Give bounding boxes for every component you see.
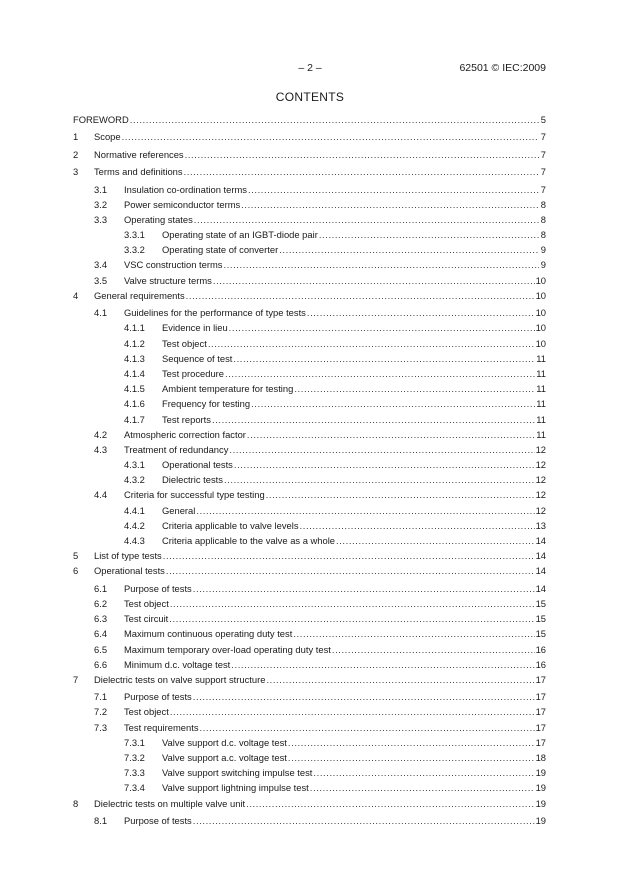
toc-entry-page: 11 [536, 367, 546, 379]
dot-leader [293, 626, 534, 641]
toc-entry[interactable] [73, 164, 546, 179]
toc-entry[interactable] [73, 813, 546, 828]
toc-entry-title: Test reports [162, 413, 211, 425]
toc-entry[interactable] [73, 581, 546, 596]
toc-entry-page: 11 [536, 383, 546, 395]
dot-leader [300, 518, 535, 533]
toc-entry-title: General requirements [94, 289, 185, 301]
toc-entry-page: 9 [540, 244, 546, 256]
toc-entry-page: 19 [535, 767, 546, 779]
toc-entry-title: Operating state of converter [162, 244, 279, 256]
toc-entry-number: 5 [73, 550, 79, 562]
toc-entry-page: 12 [535, 489, 546, 501]
toc-entry-title: Maximum continuous operating duty test [124, 628, 293, 640]
dot-leader [294, 381, 535, 396]
toc-entry-title: Treatment of redundancy [124, 443, 229, 455]
toc-entry-page: 18 [535, 752, 546, 763]
toc-entry[interactable] [73, 487, 546, 502]
toc-entry[interactable] [73, 366, 546, 381]
toc-entry-title: Operational tests [162, 459, 233, 471]
toc-entry-title: Power semiconductor terms [124, 198, 241, 210]
toc-entry-page: 10 [535, 289, 546, 301]
toc-entry-title: Valve support lightning impulse test [162, 782, 309, 794]
toc-entry[interactable] [73, 427, 546, 442]
toc-entry-title: Atmospheric correction factor [124, 428, 246, 440]
toc-entry-page: 19 [535, 797, 546, 809]
toc-entry-page: 7 [540, 131, 546, 143]
toc-entry-page: 17 [535, 736, 546, 748]
toc-entry[interactable] [73, 320, 546, 335]
toc-entry-page: 12 [535, 459, 546, 471]
toc-entry-number: 4.1.1 [124, 322, 145, 334]
toc-entry[interactable] [73, 273, 546, 288]
toc-entry[interactable] [73, 257, 546, 272]
toc-entry-number: 4.2 [94, 428, 108, 440]
dot-leader [247, 427, 535, 442]
toc-entry-title: Guidelines for the performance of type tests [124, 307, 306, 319]
toc-entry-page: 14 [535, 535, 546, 546]
toc-entry[interactable] [73, 197, 546, 212]
dot-leader [251, 396, 535, 411]
dot-leader [122, 129, 539, 144]
toc-entry[interactable] [73, 596, 546, 611]
dot-leader [184, 164, 539, 179]
toc-entry-page: 7 [540, 183, 546, 195]
toc-entry-number: 4.1.4 [124, 367, 145, 379]
toc-entry[interactable] [73, 129, 546, 144]
toc-entry-title: Operational tests [94, 565, 165, 577]
toc-entry-title: Test object [124, 597, 169, 609]
dot-leader [310, 780, 535, 795]
toc-entry-title: Purpose of tests [124, 814, 192, 826]
toc-entry-page: 11 [536, 428, 546, 440]
toc-entry-title: Test circuit [124, 613, 169, 625]
toc-entry[interactable] [73, 518, 546, 533]
toc-entry[interactable] [73, 626, 546, 641]
dot-leader [186, 288, 535, 303]
toc-entry-title: Terms and definitions [94, 166, 183, 178]
dot-leader [229, 320, 535, 335]
dot-leader [246, 796, 534, 811]
toc-entry-number: 6.5 [94, 643, 108, 655]
toc-entry-title: Valve support switching impulse test [162, 767, 313, 779]
toc-entry-title: Test procedure [162, 367, 225, 379]
toc-entry-page: 12 [535, 474, 546, 486]
toc-entry-title: Test object [162, 337, 207, 349]
toc-entry-title: Scope [94, 131, 121, 143]
toc-entry-page: 19 [535, 782, 546, 794]
toc-entry-number: 8.1 [94, 814, 108, 826]
toc-entry-page: 14 [535, 550, 546, 562]
toc-entry-page: 17 [535, 721, 546, 733]
toc-entry[interactable] [73, 611, 546, 626]
toc-entry-page: 10 [535, 274, 546, 286]
page-number: – 2 – [298, 62, 322, 74]
toc-entry[interactable] [73, 351, 546, 366]
toc-entry[interactable] [73, 548, 546, 563]
toc-entry[interactable] [73, 563, 546, 578]
toc-entry[interactable] [73, 472, 546, 487]
toc-entry-number: 7.1 [94, 691, 108, 703]
toc-entry[interactable] [73, 796, 546, 811]
toc-entry-title: Ambient temperature for testing [162, 383, 294, 395]
toc-entry-number: 7.3.4 [124, 782, 145, 794]
dot-leader [193, 689, 535, 704]
toc-entry-number: 4.1.7 [124, 413, 145, 425]
dot-leader [196, 503, 534, 518]
toc-entry-page: 19 [535, 814, 546, 826]
toc-entry-number: 7.3.2 [124, 752, 145, 763]
toc-entry[interactable] [73, 735, 546, 750]
dot-leader [224, 472, 535, 487]
dot-leader [248, 182, 539, 197]
toc-entry-page: 8 [540, 229, 546, 241]
toc-entry[interactable] [73, 112, 546, 127]
dot-leader [332, 642, 535, 657]
toc-entry[interactable] [73, 689, 546, 704]
toc-entry-title: Operating state of an IGBT-diode pair [162, 229, 318, 241]
toc-entry-page: 15 [535, 597, 546, 609]
toc-entry-page: 17 [535, 691, 546, 703]
toc-entry[interactable] [73, 396, 546, 411]
toc-entry[interactable] [73, 780, 546, 795]
toc-entry-page: 12 [535, 443, 546, 455]
toc-entry-number: 4.1.6 [124, 398, 145, 410]
toc-entry-number: 7.3.1 [124, 736, 145, 748]
toc-entry-number: 3 [73, 166, 79, 178]
toc-entry-title: Normative references [94, 148, 184, 160]
toc-entry-page: 17 [535, 673, 546, 685]
toc-entry-title: Dielectric tests on valve support structure [94, 673, 266, 685]
table-of-contents [73, 112, 546, 828]
toc-entry-title: Evidence in lieu [162, 322, 228, 334]
toc-entry[interactable] [73, 336, 546, 351]
toc-entry-page: 8 [540, 213, 546, 225]
toc-entry-title: Insulation co-ordination terms [124, 183, 247, 195]
dot-leader [229, 442, 534, 457]
toc-entry-number: 4.4.1 [124, 504, 145, 516]
toc-entry-title: General [162, 504, 196, 516]
dot-leader [266, 487, 535, 502]
toc-entry-number: 4.1.2 [124, 337, 145, 349]
toc-entry-number: 3.2 [94, 198, 108, 210]
dot-leader [233, 351, 535, 366]
toc-entry-number: 4.3.2 [124, 474, 145, 486]
toc-entry[interactable] [73, 672, 546, 687]
toc-entry-page: 5 [540, 114, 546, 125]
dot-leader [193, 813, 535, 828]
toc-entry-title: List of type tests [94, 550, 162, 562]
toc-entry-number: 4.4.3 [124, 535, 145, 546]
toc-entry-title: FOREWORD [73, 114, 129, 125]
toc-entry[interactable] [73, 657, 546, 672]
toc-entry[interactable] [73, 412, 546, 427]
toc-entry-number: 8 [73, 797, 79, 809]
dot-leader [313, 765, 534, 780]
toc-entry-title: Test requirements [124, 721, 199, 733]
toc-entry-title: Valve structure terms [124, 274, 212, 286]
toc-entry-title: Purpose of tests [124, 691, 192, 703]
toc-entry-number: 2 [73, 148, 79, 160]
toc-entry-title: Valve support a.c. voltage test [162, 752, 287, 763]
dot-leader [193, 581, 535, 596]
toc-entry-page: 15 [535, 613, 546, 625]
toc-entry-number: 1 [73, 131, 79, 143]
toc-entry-page: 11 [536, 352, 546, 364]
toc-entry-number: 4.4 [94, 489, 108, 501]
toc-entry-page: 11 [536, 413, 546, 425]
standard-reference: 62501 © IEC:2009 [459, 62, 546, 74]
toc-entry[interactable] [73, 533, 546, 548]
toc-entry-number: 7.3 [94, 721, 108, 733]
toc-entry-number: 4.1 [94, 307, 108, 319]
toc-entry-title: Criteria applicable to valve levels [162, 519, 299, 531]
toc-entry-number: 4.1.3 [124, 352, 145, 364]
toc-entry-title: Dielectric tests on multiple valve unit [94, 797, 246, 809]
toc-entry-number: 3.3 [94, 213, 108, 225]
toc-entry-number: 3.5 [94, 274, 108, 286]
toc-entry-title: Purpose of tests [124, 582, 192, 594]
dot-leader [166, 563, 535, 578]
toc-entry[interactable] [73, 704, 546, 719]
toc-entry-number: 4.3 [94, 443, 108, 455]
toc-entry-title: Maximum temporary over-load operating duty test [124, 643, 331, 655]
dot-leader [225, 366, 535, 381]
dot-leader [231, 657, 534, 672]
dot-leader [200, 720, 535, 735]
toc-entry-title: Operating states [124, 213, 193, 225]
toc-entry-number: 6.2 [94, 597, 108, 609]
toc-entry-page: 7 [540, 148, 546, 160]
toc-entry-title: Minimum d.c. voltage test [124, 658, 231, 670]
dot-leader [163, 548, 535, 563]
toc-entry[interactable] [73, 305, 546, 320]
dot-leader [307, 305, 535, 320]
toc-entry-number: 3.1 [94, 183, 108, 195]
toc-entry-page: 16 [535, 643, 546, 655]
toc-entry-page: 7 [540, 166, 546, 178]
dot-leader [336, 533, 535, 548]
toc-entry-page: 17 [535, 706, 546, 718]
dot-leader [185, 147, 539, 162]
dot-leader [319, 227, 539, 242]
dot-leader [266, 672, 534, 687]
toc-entry-page: 10 [535, 307, 546, 319]
toc-entry[interactable] [73, 720, 546, 735]
toc-entry-page: 10 [535, 322, 546, 334]
toc-entry[interactable] [73, 503, 546, 518]
toc-entry-number: 4.3.1 [124, 459, 145, 471]
toc-entry-number: 3.4 [94, 259, 108, 271]
toc-entry-title: VSC construction terms [124, 259, 223, 271]
toc-entry[interactable] [73, 457, 546, 472]
toc-entry-page: 10 [535, 337, 546, 349]
dot-leader [288, 735, 535, 750]
toc-entry[interactable] [73, 212, 546, 227]
toc-entry-title: Dielectric tests [162, 474, 223, 486]
dot-leader [213, 273, 535, 288]
toc-entry[interactable] [73, 147, 546, 162]
toc-entry[interactable] [73, 242, 546, 257]
toc-entry[interactable] [73, 642, 546, 657]
dot-leader [194, 212, 539, 227]
toc-entry-title: Valve support d.c. voltage test [162, 736, 287, 748]
dot-leader [234, 457, 535, 472]
toc-entry-page: 14 [535, 565, 546, 577]
toc-entry-number: 4 [73, 289, 79, 301]
contents-title: CONTENTS [275, 90, 345, 104]
dot-leader [241, 197, 539, 212]
toc-entry-page: 12 [535, 504, 546, 516]
dot-leader [130, 112, 539, 127]
toc-entry[interactable] [73, 182, 546, 197]
toc-entry-number: 6 [73, 565, 79, 577]
toc-entry[interactable] [73, 442, 546, 457]
toc-entry-title: Criteria applicable to the valve as a whole [162, 535, 336, 546]
toc-entry-number: 4.1.5 [124, 383, 145, 395]
toc-entry-title: Sequence of test [162, 352, 233, 364]
toc-entry-page: 16 [535, 658, 546, 670]
dot-leader [208, 336, 535, 351]
toc-entry[interactable] [73, 750, 546, 765]
toc-entry-title: Frequency for testing [162, 398, 251, 410]
toc-entry-number: 6.3 [94, 613, 108, 625]
toc-entry-title: Criteria for successful type testing [124, 489, 265, 501]
toc-entry-number: 4.4.2 [124, 519, 145, 531]
dot-leader [169, 611, 534, 626]
toc-entry-number: 7.2 [94, 706, 108, 718]
toc-entry-page: 13 [535, 519, 546, 531]
toc-entry-number: 3.3.1 [124, 229, 145, 241]
dot-leader [170, 596, 535, 611]
toc-entry-number: 6.6 [94, 658, 108, 670]
dot-leader [288, 750, 535, 765]
toc-entry-page: 11 [536, 398, 546, 410]
toc-entry-number: 7 [73, 673, 79, 685]
toc-entry-title: Test object [124, 706, 169, 718]
toc-entry-number: 7.3.3 [124, 767, 145, 779]
toc-entry[interactable] [73, 765, 546, 780]
dot-leader [170, 704, 535, 719]
dot-leader [279, 242, 539, 257]
dot-leader [223, 257, 539, 272]
toc-entry[interactable] [73, 381, 546, 396]
toc-entry[interactable] [73, 227, 546, 242]
toc-entry-page: 9 [540, 259, 546, 271]
dot-leader [212, 412, 535, 427]
toc-entry-number: 6.1 [94, 582, 108, 594]
toc-entry-number: 6.4 [94, 628, 108, 640]
toc-entry-number: 3.3.2 [124, 244, 145, 256]
toc-entry-page: 8 [540, 198, 546, 210]
toc-entry-page: 15 [535, 628, 546, 640]
toc-entry[interactable] [73, 288, 546, 303]
toc-entry-page: 14 [535, 582, 546, 594]
